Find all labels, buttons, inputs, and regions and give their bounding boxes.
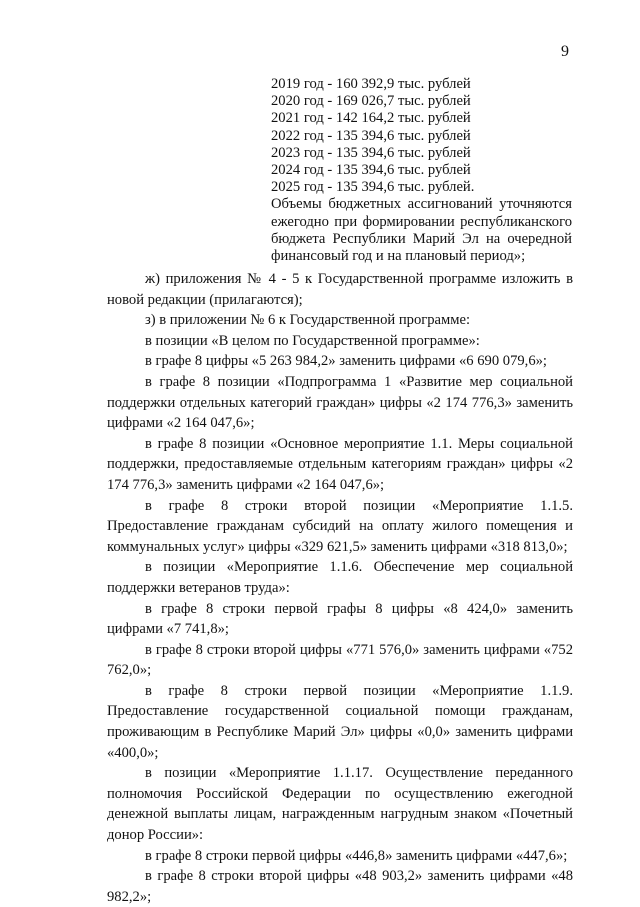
paragraph-amendment: в графе 8 строки первой цифры «446,8» заменить цифрами «447,6»; [145, 847, 568, 864]
funding-year-line: 2019 год - 160 392,9 тыс. рублей [271, 76, 471, 92]
funding-year-line: 2020 год - 169 026,7 тыс. рублей [271, 93, 471, 110]
paragraph-activity-1-1-5: в графе 8 строки второй позиции «Мероприятие 1.1.5. Предоставление гражданам субсидий на оплату жилого помещения и коммунальных услуг» цифры «329 621,5» заменить цифрами «318 813,0»; [107, 497, 573, 555]
funding-note: Объемы бюджетных ассигнований уточняются ежегодно при формировании республиканского бюджета Республики Марий Эл на очередной финансовый год и на плановый период»; [271, 196, 572, 265]
funding-year-line: 2021 год - 142 164,2 тыс. рублей [271, 110, 471, 127]
page-number: 9 [561, 43, 569, 60]
paragraph-amendment: в графе 8 строки первой графы 8 цифры «8 424,0» заменить цифрами «7 741,8»; [107, 600, 573, 638]
paragraph-amendment: в графе 8 строки второй цифры «48 903,2» заменить цифрами «48 982,2»; [107, 868, 573, 905]
paragraph-main-activity-1-1: в графе 8 позиции «Основное мероприятие 1.1. Меры социальной поддержки, предоставляемые отдельным категориям граждан» цифры «2 174 776,3» заменить цифрами «2 164 047,6»; [107, 435, 573, 493]
funding-year-line: 2025 год - 135 394,6 тыс. рублей. [271, 179, 475, 196]
paragraph-subprogram-1: в графе 8 позиции «Подпрограмма 1 «Развитие мер социальной поддержки отдельных категорий граждан» цифры «2 174 776,3» заменить цифрами «2 164 047,6»; [107, 373, 573, 432]
paragraph-activity-1-1-9: в графе 8 строки первой позиции «Мероприятие 1.1.9. Предоставление государственной социальной помощи гражданам, проживающим в Республике Марий Эл» цифры «0,0» заменить цифрами «400,0»; [107, 682, 573, 761]
paragraph-appendix-6: з) в приложении № 6 к Государственной программе: [145, 312, 471, 329]
paragraph-amendment: в графе 8 строки второй цифры «771 576,0» заменить цифрами «752 762,0»; [107, 641, 573, 679]
document-body [107, 269, 573, 907]
paragraph-activity-1-1-6: в позиции «Мероприятие 1.1.6. Обеспечение мер социальной поддержки ветеранов труда»: [107, 559, 573, 596]
funding-block [271, 76, 572, 265]
paragraph-appendix-4-5: ж) приложения № 4 - 5 к Государственной программе изложить в новой редакции (прилагаются); [107, 271, 573, 308]
paragraph-position-program: в позиции «В целом по Государственной программе»: [145, 332, 480, 349]
paragraph-amendment: в графе 8 цифры «5 263 984,2» заменить цифрами «6 690 079,6»; [145, 353, 547, 370]
funding-year-line: 2024 год - 135 394,6 тыс. рублей [271, 162, 471, 179]
funding-year-line: 2023 год - 135 394,6 тыс. рублей [271, 144, 471, 161]
paragraph-activity-1-1-17: в позиции «Мероприятие 1.1.17. Осуществление переданного полномочия Российской Федерации по осуществлению ежегодной денежной выплаты лицам, награжденным нагрудным знаком «Почетный донор России»: [107, 765, 573, 844]
funding-year-line: 2022 год - 135 394,6 тыс. рублей [271, 127, 471, 144]
